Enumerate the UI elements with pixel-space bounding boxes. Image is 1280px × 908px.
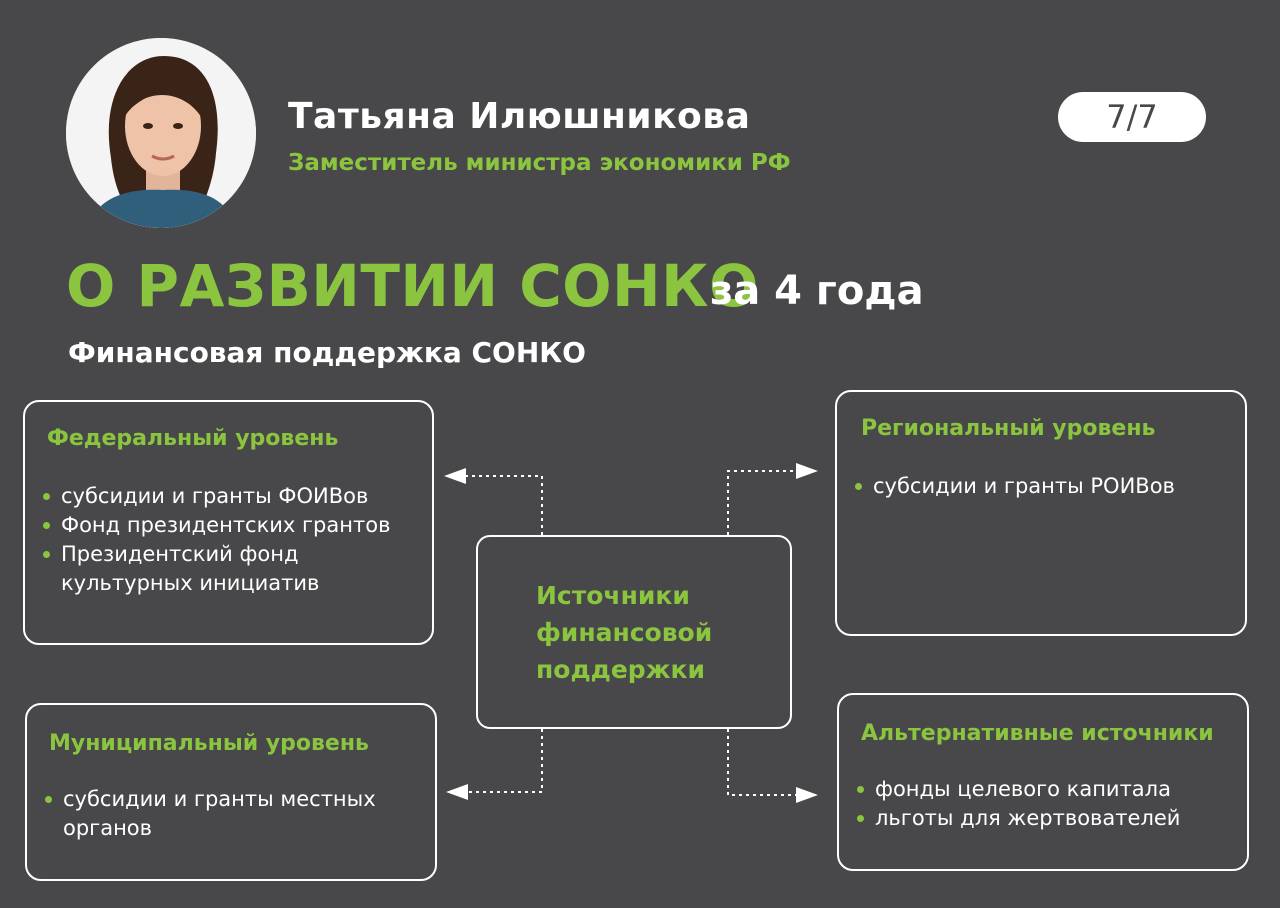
regional-level-list <box>853 472 1233 501</box>
speaker-name: Татьяна Илюшникова <box>288 96 751 137</box>
list-item: Фонд президентских грантов <box>41 511 421 540</box>
federal-level-title: Федеральный уровень <box>47 426 339 451</box>
person-photo-icon <box>66 38 256 228</box>
list-item: льготы для жертвователей <box>855 804 1235 833</box>
list-item: субсидии и гранты ФОИВов <box>41 482 421 511</box>
arrow-municipal <box>446 784 468 800</box>
list-item: субсидии и гранты местных органов <box>43 785 423 843</box>
alternative-sources-title: Альтернативные источники <box>861 721 1214 746</box>
municipal-level-box <box>25 703 437 881</box>
speaker-role: Заместитель министра экономики РФ <box>288 150 791 176</box>
alternative-sources-box <box>837 693 1249 871</box>
arrow-federal <box>444 468 466 484</box>
list-item: субсидии и гранты РОИВов <box>853 472 1233 501</box>
municipal-level-list <box>43 785 423 843</box>
federal-level-list <box>41 482 421 598</box>
list-item: Президентский фонд культурных инициатив <box>41 540 421 598</box>
list-item: фонды целевого капитала <box>855 775 1235 804</box>
funding-sources-title: Источники финансовой поддержки <box>536 581 713 684</box>
regional-level-title: Региональный уровень <box>861 416 1156 441</box>
connector-alternative <box>728 729 800 795</box>
federal-level-box <box>23 400 434 645</box>
connector-municipal <box>464 729 542 792</box>
page-counter: 7/7 <box>1058 92 1206 142</box>
funding-sources-box <box>476 535 792 729</box>
speaker-avatar <box>66 38 256 228</box>
connector-regional <box>728 471 800 535</box>
regional-level-box <box>835 390 1247 636</box>
page-subtitle: Финансовая поддержка СОНКО <box>68 336 586 369</box>
municipal-level-title: Муниципальный уровень <box>49 731 369 756</box>
arrow-alternative <box>796 787 818 803</box>
alternative-sources-list <box>855 775 1235 833</box>
page-title: О РАЗВИТИИ СОНКО <box>66 252 759 320</box>
connector-federal <box>462 476 542 535</box>
arrow-regional <box>796 463 818 479</box>
page-title-suffix: за 4 года <box>710 268 924 314</box>
